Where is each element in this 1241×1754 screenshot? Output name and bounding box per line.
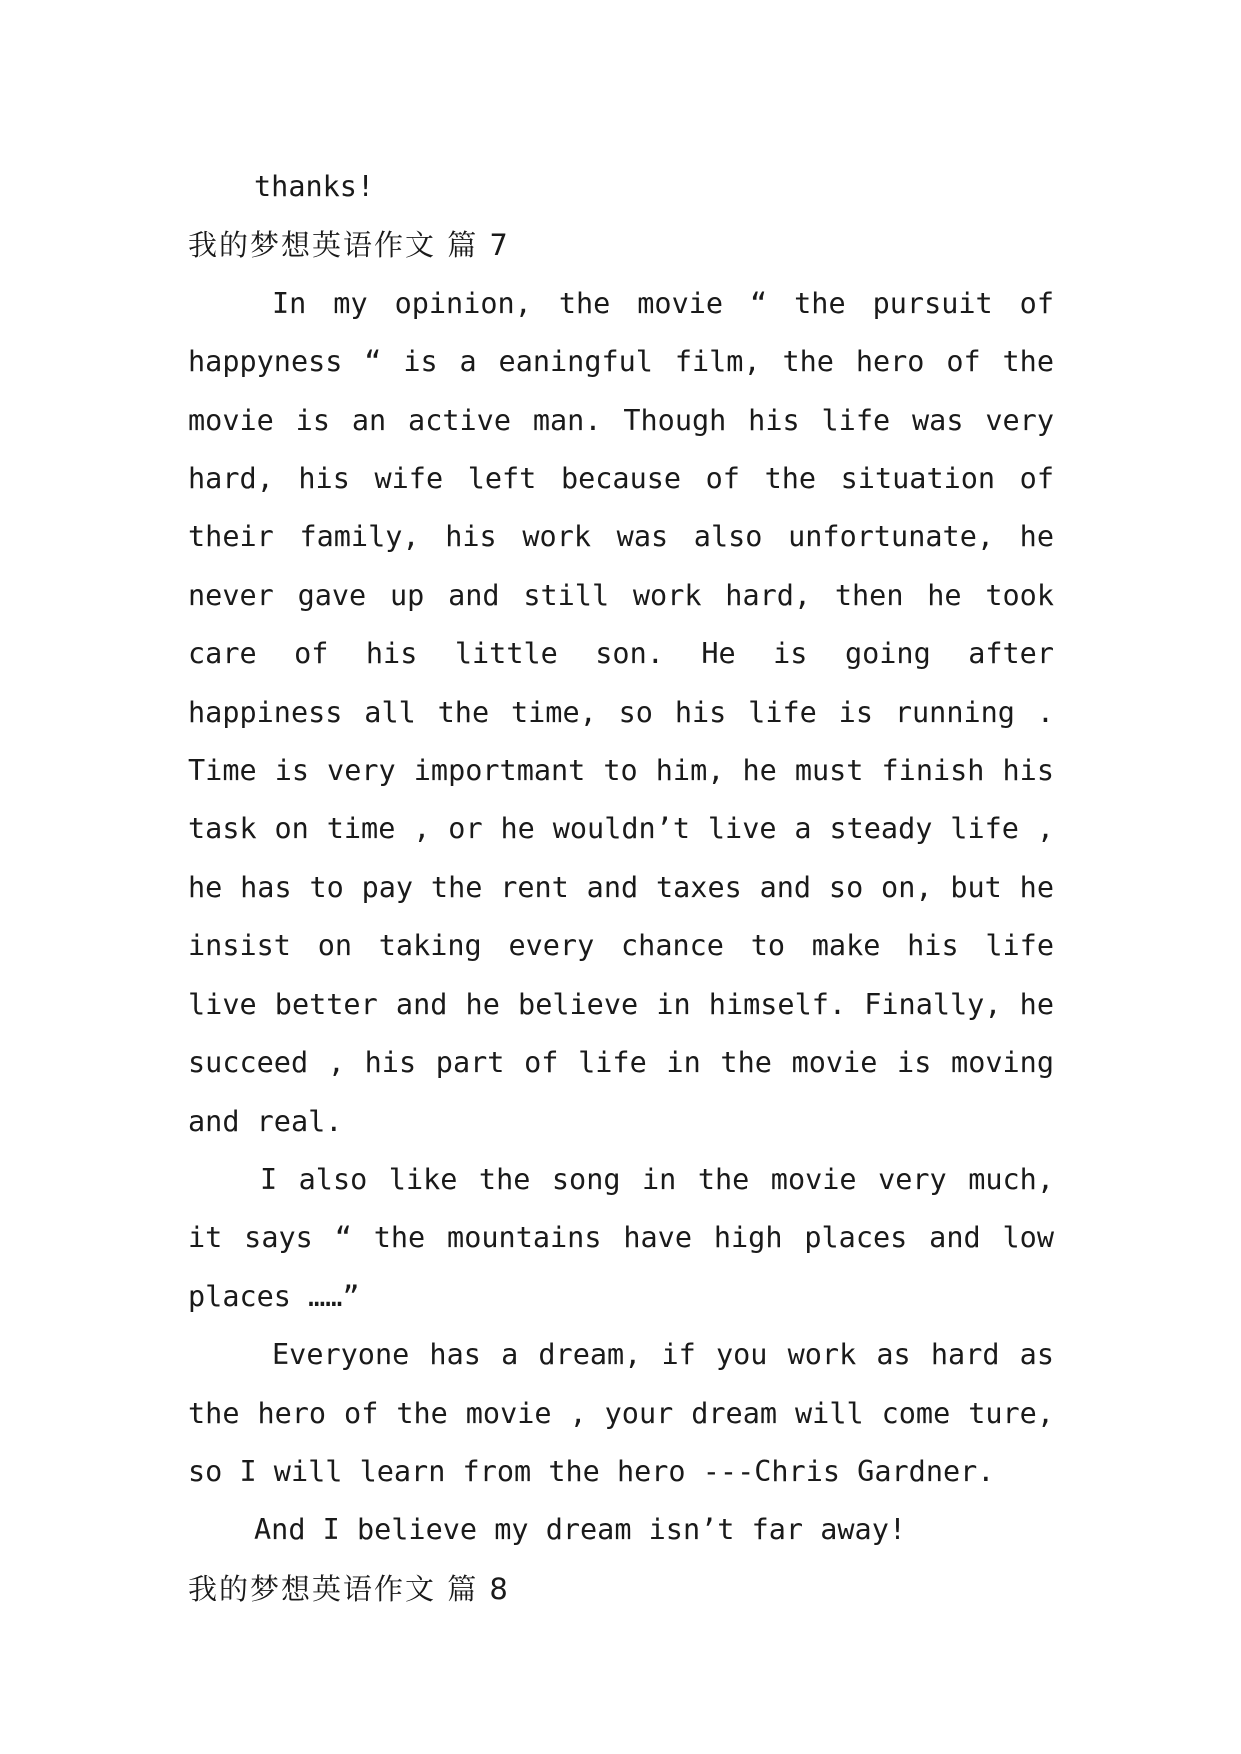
paragraph-opinion: In my opinion, the movie “ the pursuit of happyness “ is a eaningful film, the hero of the movie is an active man. Though his life was very hard, his wife left because of the situation of their family, his work was also unfortunate, he never gave up and still work hard, then he took care of his little son. He is going after happiness all the time, so his life is running . Time is very importmant to him, he must finish his task on time , or he wouldn’t live a steady life , he has to pay the rent and taxes and so on, but he insist on taking every chance to make his life live better and he believe in himself. Finally, he succeed , his part of life in the movie is moving and real.: [188, 286, 1054, 1138]
section-heading-8: 我的梦想英语作文 篇 8: [188, 1571, 510, 1606]
paragraph-song: I also like the song in the movie very much, it says “ the mountains have high places and low places ……”: [188, 1162, 1054, 1313]
closing-line: thanks!: [254, 170, 375, 203]
document-body: [188, 158, 1054, 1618]
paragraph-belief: And I believe my dream isn’t far away!: [254, 1513, 907, 1547]
paragraph-dream: Everyone has a dream, if you work as hard as the hero of the movie , your dream will come ture, so I will learn from the hero ---Chris Gardner.: [188, 1338, 1054, 1488]
section-heading-7: 我的梦想英语作文 篇 7: [188, 228, 510, 263]
